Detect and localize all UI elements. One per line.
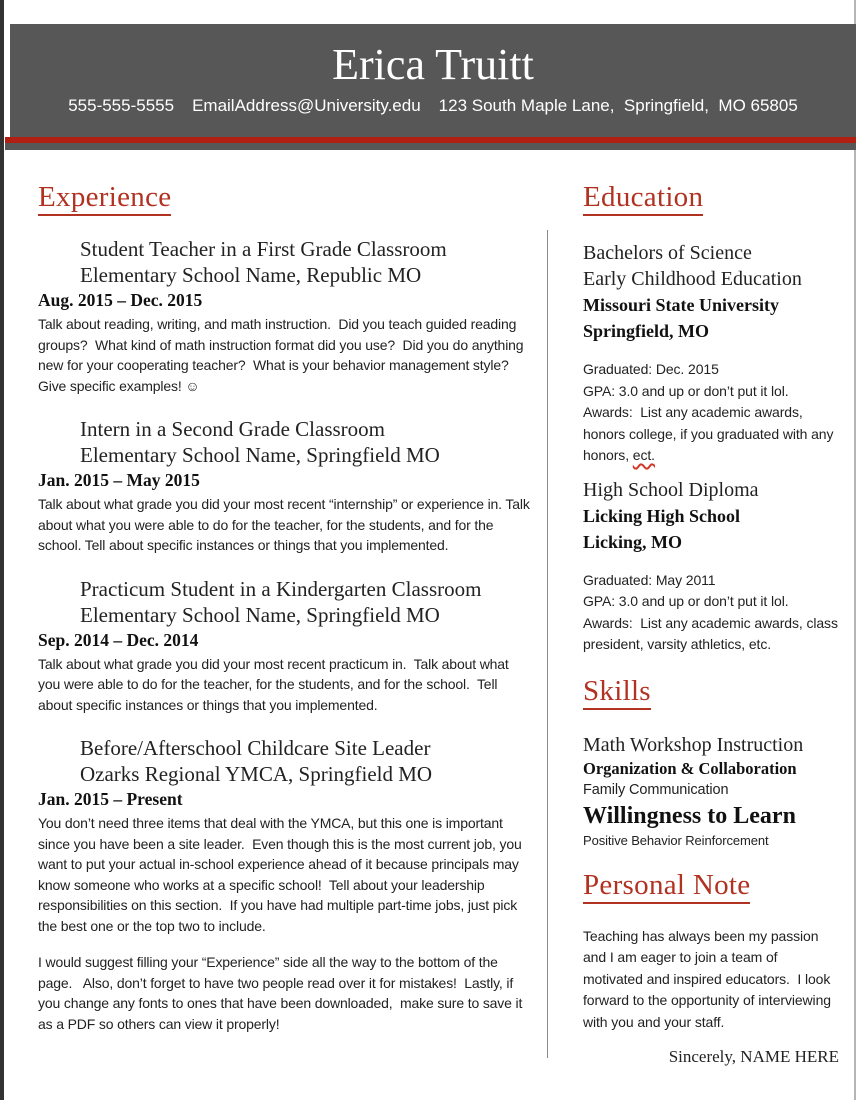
skill-item: Organization & Collaboration [583,758,797,778]
education-heading: Education [583,182,703,216]
personal-note-text: Teaching has always been my passion and I am eager to join a team of motivated and inspired educators. I look forward to the opportunity of interviewing with you and your staff. [583,927,835,1030]
experience-column [38,181,534,1034]
degree-line: Bachelors of Science [583,242,752,264]
skills-section [583,676,839,850]
job-dates: Sep. 2014 – Dec. 2014 [38,629,199,650]
experience-closing-note: I would suggest filling your “Experience” side all the way to the bottom of the page. Also, don’t forget to have two people read over it for mistakes! Lastly, if you change any fonts to ones that have been downloaded, make sure to save it as a PDF so others can view it properly! [38,954,526,1032]
job-entry [38,735,530,936]
job-title: Before/Afterschool Childcare Site Leader [80,736,431,760]
job-entry [38,236,530,396]
school-line: Licking, MO [583,531,683,552]
job-employer: Elementary School Name, Springfield MO [80,443,440,467]
candidate-name: Erica Truitt [332,40,534,89]
job-title: Practicum Student in a Kindergarten Classroom [80,576,482,601]
signature-line: Sincerely, NAME HERE [668,1047,839,1066]
degree-line: High School Diploma [583,478,759,501]
personal-note-heading: Personal Note [583,870,750,904]
graduated-line: Graduated: Dec. 2015 [583,361,719,377]
contact-address: 123 South Maple Lane, Springfield, MO 65805 [438,96,798,115]
job-description: Talk about reading, writing, and math instruction. Did you teach guided reading groups? What kind of math instruction format did you use? Did you do anything new for your cooperating teacher? What is your behavior management style? Give specific examples! ☺ [38,316,528,394]
education-details [583,359,839,467]
skill-item: Family Communication [583,781,729,798]
personal-note-section [583,870,839,1069]
education-entry [583,477,842,656]
header-band-tail [5,143,856,150]
job-entry [38,576,530,716]
graduated-line: Graduated: May 2011 [583,571,716,588]
header-band [10,24,856,137]
job-description: Talk about what grade you did your most recent practicum in. Talk about what you were able to do for the teacher, for the students, and for the school. Tell about specific instances or things that you implemented. [38,655,513,713]
job-entry [38,416,534,556]
job-employer: Elementary School Name, Springfield MO [80,602,440,627]
sidebar-column [583,181,842,1068]
job-employer: Ozarks Regional YMCA, Springfield MO [80,762,433,786]
education-details [583,570,842,656]
skills-list [583,732,839,850]
misspelled-word: ect. [632,447,655,463]
column-divider [547,230,548,1058]
skill-item: Positive Behavior Reinforcement [583,832,769,848]
contact-email: EmailAddress@University.edu [192,96,421,115]
school-line: Missouri State University [583,295,779,315]
job-dates: Jan. 2015 – Present [38,789,183,809]
awards-line: Awards: List any academic awards, honors college, if you graduated with any honors, ect. [583,404,838,463]
school-line: Springfield, MO [583,321,710,341]
skill-item: Willingness to Learn [583,802,796,829]
awards-line: Awards: List any academic awards, class president, varsity athletics, etc. [583,614,842,652]
job-dates: Jan. 2015 – May 2015 [38,470,200,490]
gpa-line: GPA: 3.0 and up or don’t put it lol. [583,593,789,609]
job-dates: Aug. 2015 – Dec. 2015 [38,290,203,310]
degree-line: Early Childhood Education [583,268,802,290]
school-line: Licking High School [583,505,741,526]
window-left-edge [0,0,4,1100]
job-description: You don’t need three items that deal with the YMCA, but this one is important since you have been a site leader. Even though this is the most current job, you want to put your actual in-school experience ahead of it because principals may know someone who works at a specific school! Tell about your leadership responsibilities on this section. If you have had multiple part-time jobs, just pick the best one or the top two to include. [38,815,526,934]
job-description: Talk about what grade you did your most recent “internship” or experience in. Talk about what you were able to do for the teacher, for the students, and for the school. Tell about specific instances or things that you implemented. [38,496,534,553]
experience-heading: Experience [38,182,171,216]
gpa-line: GPA: 3.0 and up or don’t put it lol. [583,382,789,399]
education-entry [583,240,839,467]
contact-line [10,95,856,117]
job-title: Student Teacher in a First Grade Classroom [80,237,447,261]
skills-heading: Skills [583,676,651,710]
skill-item: Math Workshop Instruction [583,733,804,756]
contact-phone: 555-555-5555 [68,96,175,115]
job-employer: Elementary School Name, Republic MO [80,263,422,287]
job-title: Intern in a Second Grade Classroom [80,417,386,441]
